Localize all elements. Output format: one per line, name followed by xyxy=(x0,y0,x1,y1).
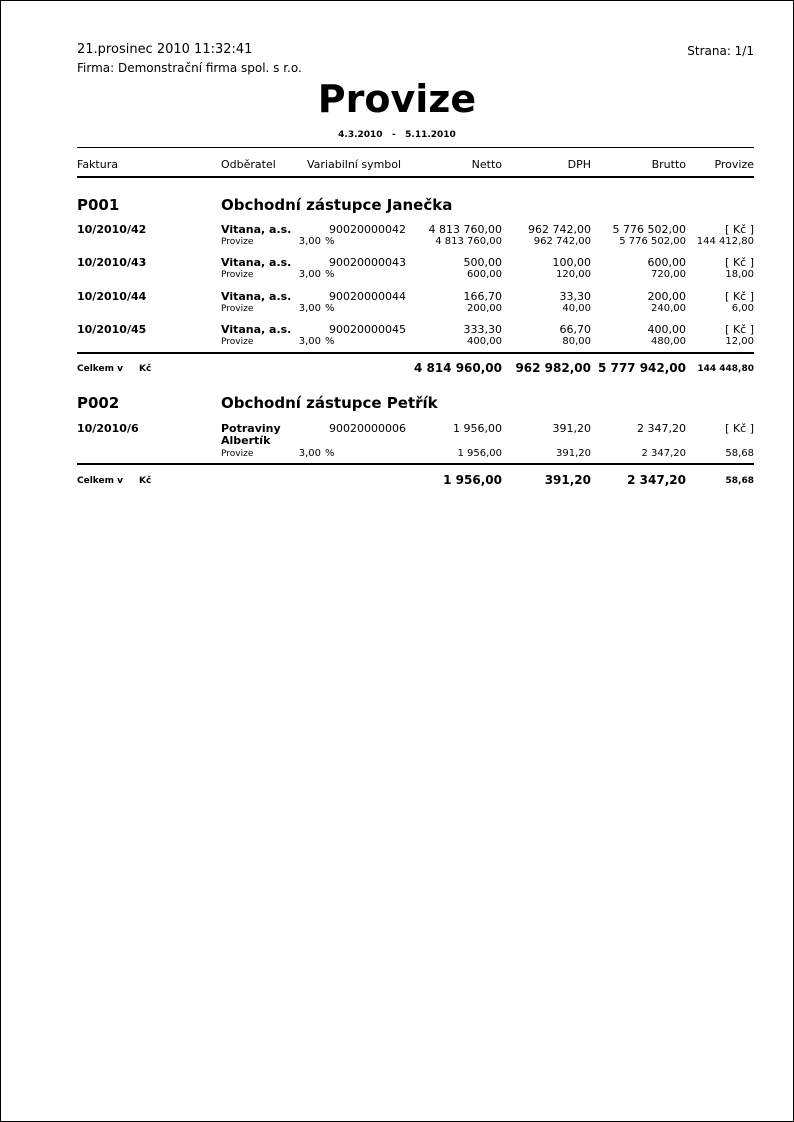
dph-value: 100,00 xyxy=(552,256,591,269)
commission-dph: 40,00 xyxy=(562,303,591,314)
percent-sign: % xyxy=(325,303,335,314)
currency-label: [ Kč ] xyxy=(725,323,754,336)
commission-brutto: 5 776 502,00 xyxy=(619,236,686,247)
column-header-customer: Odběratel xyxy=(221,158,276,171)
commission-label: Provize xyxy=(221,237,254,247)
dph-value: 962 742,00 xyxy=(528,223,591,236)
customer-name-line2: Albertík xyxy=(221,434,271,447)
invoice-id: 10/2010/45 xyxy=(77,323,147,336)
variable-symbol: 90020000043 xyxy=(329,256,406,269)
report-period xyxy=(1,130,793,140)
percent-sign: % xyxy=(325,448,335,459)
total-netto: 4 814 960,00 xyxy=(413,361,502,375)
column-header-dph: DPH xyxy=(567,158,591,171)
column-header-provize: Provize xyxy=(714,158,754,171)
variable-symbol: 90020000042 xyxy=(329,223,406,236)
customer-name: Vitana, a.s. xyxy=(221,256,292,269)
netto-value: 4 813 760,00 xyxy=(428,223,502,236)
column-header-vs: Variabilní symbol xyxy=(307,158,402,171)
commission-rate: 3,00 xyxy=(298,448,321,459)
netto-value: 500,00 xyxy=(463,256,502,269)
currency-label: [ Kč ] xyxy=(725,256,754,269)
customer-name: Vitana, a.s. xyxy=(221,323,292,336)
variable-symbol: 90020000044 xyxy=(329,290,406,303)
group-code: P001 xyxy=(77,196,120,214)
firm-name: Firma: Demonstrační firma spol. s r.o. xyxy=(77,61,302,75)
netto-value: 333,30 xyxy=(463,323,502,336)
invoice-id: 10/2010/44 xyxy=(77,290,147,303)
divider xyxy=(77,352,754,354)
total-dph: 391,20 xyxy=(544,473,591,487)
percent-sign: % xyxy=(325,236,335,247)
commission-rate: 3,00 xyxy=(298,303,321,314)
total-label: Celkem v xyxy=(77,476,124,486)
brutto-value: 200,00 xyxy=(647,290,686,303)
currency-label: [ Kč ] xyxy=(725,422,754,435)
group-name: Obchodní zástupce Petřík xyxy=(221,394,438,412)
period-from: 4.3.2010 xyxy=(338,130,383,140)
commission-label: Provize xyxy=(221,337,254,347)
commission-netto: 600,00 xyxy=(467,269,502,280)
period-to: 5.11.2010 xyxy=(405,130,456,140)
total-brutto: 2 347,20 xyxy=(627,473,686,487)
commission-amount: 12,00 xyxy=(725,336,754,347)
total-currency: Kč xyxy=(139,364,152,374)
commission-amount: 6,00 xyxy=(731,303,754,314)
group-name: Obchodní zástupce Janečka xyxy=(221,196,453,214)
commission-brutto: 2 347,20 xyxy=(641,448,686,459)
commission-dph: 120,00 xyxy=(556,269,591,280)
netto-value: 1 956,00 xyxy=(453,422,502,435)
brutto-value: 2 347,20 xyxy=(637,422,686,435)
total-brutto: 5 777 942,00 xyxy=(597,361,686,375)
percent-sign: % xyxy=(325,269,335,280)
commission-brutto: 240,00 xyxy=(651,303,686,314)
percent-sign: % xyxy=(325,336,335,347)
commission-rate: 3,00 xyxy=(298,269,321,280)
commission-dph: 391,20 xyxy=(556,448,591,459)
commission-netto: 4 813 760,00 xyxy=(435,236,502,247)
brutto-value: 600,00 xyxy=(647,256,686,269)
divider xyxy=(77,176,754,178)
dph-value: 66,70 xyxy=(559,323,591,336)
commission-rate: 3,00 xyxy=(298,236,321,247)
group-code: P002 xyxy=(77,394,120,412)
divider xyxy=(77,147,754,148)
commission-amount: 18,00 xyxy=(725,269,754,280)
total-netto: 1 956,00 xyxy=(443,473,502,487)
commission-dph: 962 742,00 xyxy=(533,236,591,247)
report-datetime: 21.prosinec 2010 11:32:41 xyxy=(77,42,253,57)
commission-amount: 58,68 xyxy=(725,448,754,459)
page-title: Provize xyxy=(317,77,477,121)
total-provize: 58,68 xyxy=(725,476,754,486)
customer-name: Vitana, a.s. xyxy=(221,223,292,236)
period-separator: - xyxy=(391,130,396,140)
commission-brutto: 480,00 xyxy=(651,336,686,347)
column-header-brutto: Brutto xyxy=(651,158,686,171)
total-currency: Kč xyxy=(139,476,152,486)
currency-label: [ Kč ] xyxy=(725,290,754,303)
netto-value: 166,70 xyxy=(463,290,502,303)
dph-value: 391,20 xyxy=(552,422,591,435)
commission-brutto: 720,00 xyxy=(651,269,686,280)
page-number: Strana: 1/1 xyxy=(687,44,754,58)
commission-netto: 400,00 xyxy=(467,336,502,347)
brutto-value: 400,00 xyxy=(647,323,686,336)
commission-netto: 1 956,00 xyxy=(457,448,502,459)
commission-rate: 3,00 xyxy=(298,336,321,347)
customer-name: Vitana, a.s. xyxy=(221,290,292,303)
commission-label: Provize xyxy=(221,270,254,280)
commission-netto: 200,00 xyxy=(467,303,502,314)
total-label: Celkem v xyxy=(77,364,124,374)
customer-name-line1: Potraviny xyxy=(221,422,281,435)
invoice-id: 10/2010/6 xyxy=(77,422,139,435)
brutto-value: 5 776 502,00 xyxy=(612,223,686,236)
commission-dph: 80,00 xyxy=(562,336,591,347)
variable-symbol: 90020000006 xyxy=(329,422,406,435)
total-dph: 962 982,00 xyxy=(515,361,591,375)
invoice-id: 10/2010/42 xyxy=(77,223,147,236)
variable-symbol: 90020000045 xyxy=(329,323,406,336)
commission-amount: 144 412,80 xyxy=(696,236,754,247)
invoice-id: 10/2010/43 xyxy=(77,256,147,269)
divider xyxy=(77,463,754,465)
commission-label: Provize xyxy=(221,449,254,459)
column-header-invoice: Faktura xyxy=(77,158,118,171)
total-provize: 144 448,80 xyxy=(697,364,754,374)
commission-label: Provize xyxy=(221,304,254,314)
column-header-netto: Netto xyxy=(471,158,502,171)
dph-value: 33,30 xyxy=(559,290,591,303)
currency-label: [ Kč ] xyxy=(725,223,754,236)
